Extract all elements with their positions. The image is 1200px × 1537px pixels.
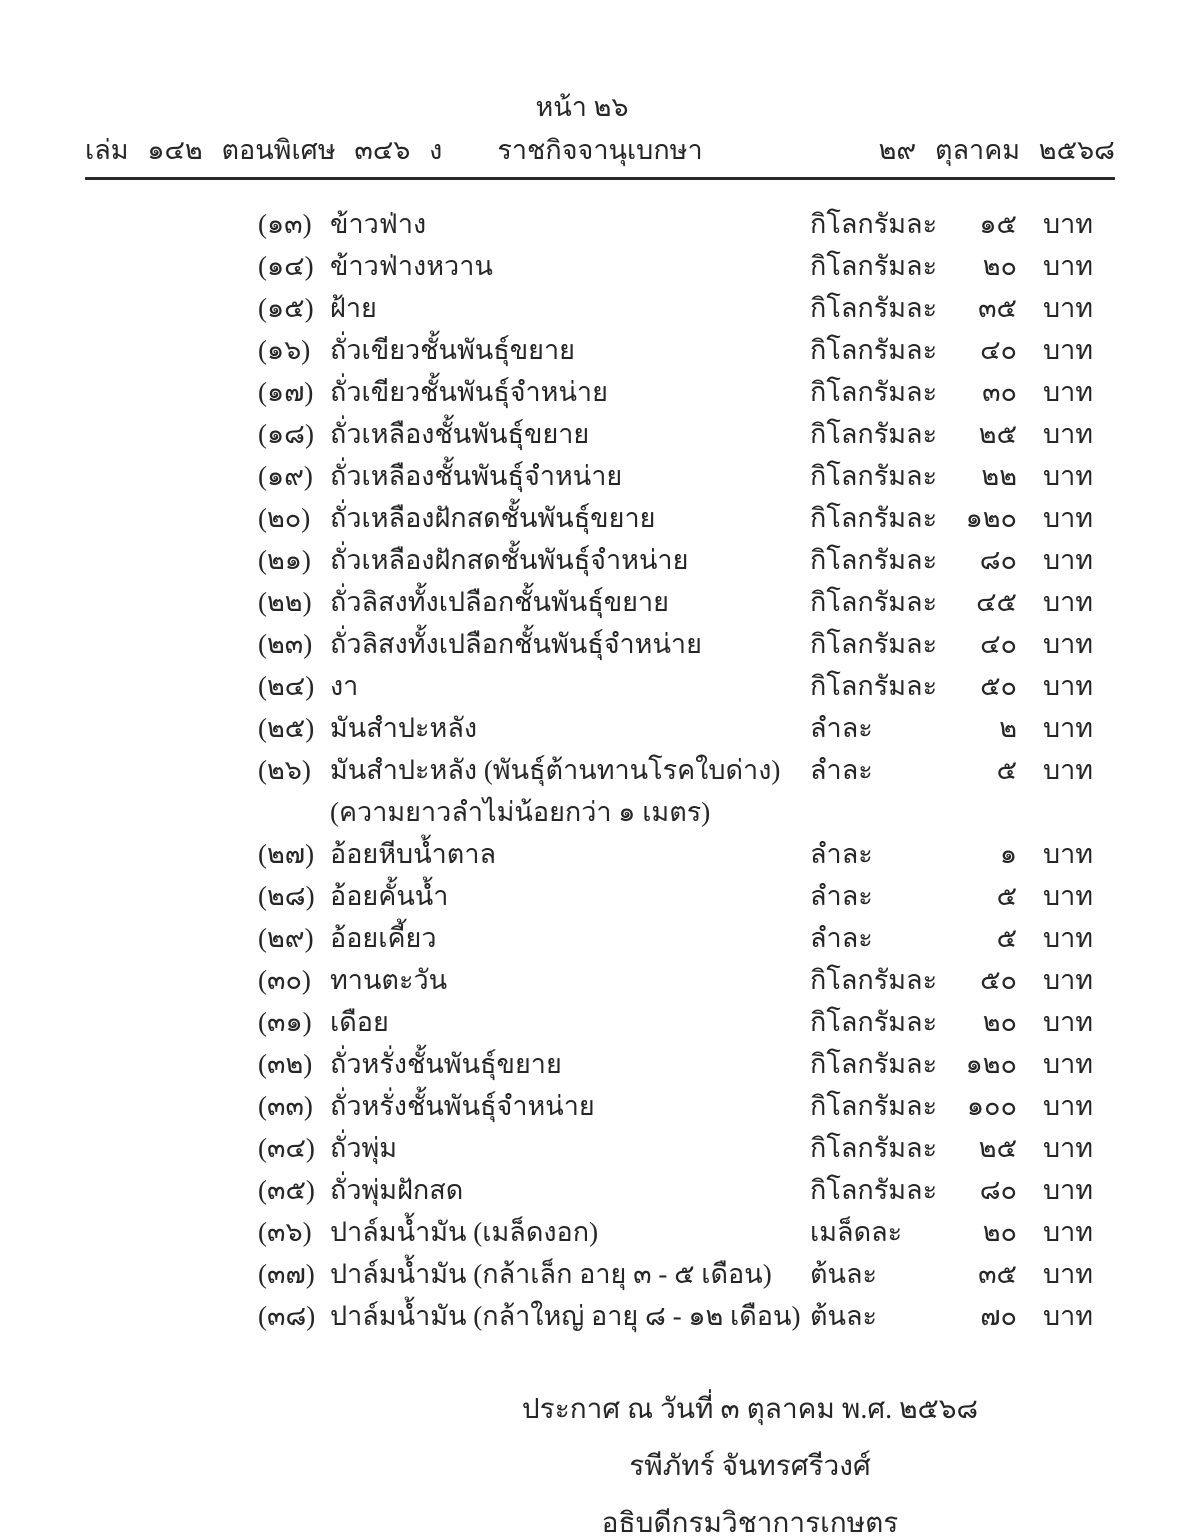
item-unit: กิโลกรัมละ [810,1049,938,1079]
item-number: (๒๑) [258,545,311,575]
item-price: ๓๕ [978,1259,1017,1289]
signer-title: อธิบดีกรมวิชาการเกษตร [601,1508,899,1537]
item-unit: กิโลกรัมละ [810,335,938,365]
item-number: (๒๒) [258,587,312,617]
list-item [85,665,1115,707]
item-unit: กิโลกรัมละ [810,251,938,281]
item-unit: กิโลกรัมละ [810,587,938,617]
item-currency: บาท [1043,629,1094,659]
item-unit: กิโลกรัมละ [810,545,938,575]
item-price: ๓๕ [978,293,1017,323]
item-unit: ลำละ [810,713,873,743]
item-name: ฝ้าย [330,293,377,323]
item-price: ๑๕ [979,209,1017,239]
item-number: (๓๒) [258,1049,313,1079]
item-name: งา [330,671,359,701]
item-currency: บาท [1043,965,1094,995]
item-unit: กิโลกรัมละ [810,503,938,533]
item-currency: บาท [1043,335,1094,365]
item-number: (๒๓) [258,629,313,659]
item-name: ปาล์มน้ำมัน (กล้าเล็ก อายุ ๓ - ๕ เดือน) [330,1259,772,1289]
list-item [85,623,1115,665]
item-currency: บาท [1043,1301,1094,1331]
item-name: ถั่วพุ่ม [330,1133,398,1163]
item-unit: กิโลกรัมละ [810,671,938,701]
list-item [85,707,1115,749]
item-price: ๒๐ [982,1007,1017,1037]
item-price: ๑๒๐ [965,1049,1017,1079]
list-item [85,413,1115,455]
item-number: (๒๘) [258,881,315,911]
list-item [85,1085,1115,1127]
item-unit: กิโลกรัมละ [810,419,938,449]
list-item [85,1253,1115,1295]
item-currency: บาท [1043,1133,1094,1163]
item-currency: บาท [1043,1049,1094,1079]
item-price: ๔๕ [976,587,1017,617]
item-number: (๒๕) [258,713,315,743]
item-name: ข้าวฟ่าง [330,209,427,239]
list-item [85,875,1115,917]
item-number: (๑๓) [258,209,312,239]
item-name: ถั่วเหลืองฝักสดชั้นพันธุ์ขยาย [330,503,656,533]
item-name: ทานตะวัน [330,965,448,995]
list-item [85,497,1115,539]
list-item [85,1043,1115,1085]
item-unit: กิโลกรัมละ [810,965,938,995]
item-price: ๓๐ [982,377,1017,407]
item-unit: ลำละ [810,923,873,953]
item-price: ๘๐ [979,1175,1017,1205]
item-number: (๓๕) [258,1175,315,1205]
item-price: ๒๐ [982,1217,1017,1247]
item-currency: บาท [1043,1217,1094,1247]
list-item-note [85,791,1115,833]
item-number: (๑๕) [258,293,314,323]
item-number: (๑๖) [258,335,311,365]
item-number: (๓๗) [258,1259,315,1289]
item-price: ๒๕ [978,419,1017,449]
item-name: ปาล์มน้ำมัน (เมล็ดงอก) [330,1217,599,1247]
item-price: ๔๐ [980,335,1017,365]
item-name: มันสำปะหลัง (พันธุ์ต้านทานโรคใบด่าง) [330,755,781,785]
item-price: ๒๕ [978,1133,1017,1163]
item-unit: กิโลกรัมละ [810,377,938,407]
list-item [85,287,1115,329]
item-price: ๒๒ [981,461,1017,491]
item-currency: บาท [1043,923,1094,953]
item-currency [1017,791,1092,833]
item-unit: กิโลกรัมละ [810,629,938,659]
item-price: ๒ [999,713,1017,743]
list-item [85,329,1115,371]
item-price: ๔๐ [980,629,1017,659]
item-price: ๑๒๐ [965,503,1017,533]
item-unit: เมล็ดละ [810,1217,903,1247]
list-item [85,539,1115,581]
item-currency: บาท [1043,1007,1094,1037]
item-price: ๘๐ [979,545,1017,575]
item-price: ๑๐๐ [966,1091,1017,1121]
item-unit: กิโลกรัมละ [810,1091,938,1121]
page-number: หน้า ๒๖ [535,92,629,122]
item-currency: บาท [1043,293,1094,323]
item-name: ถั่วพุ่มฝักสด [330,1175,464,1205]
gazette-title: ราชกิจจานุเบกษา [497,135,703,165]
list-item [85,917,1115,959]
item-number: (๓๔) [258,1133,315,1163]
item-name: เดือย [330,1007,389,1037]
signer-name: รพีภัทร์ จันทรศรีวงศ์ [629,1451,871,1482]
item-unit: ลำละ [810,881,873,911]
item-name: ข้าวฟ่างหวาน [330,251,493,281]
list-item [85,959,1115,1001]
item-number: (๓๑) [258,1007,312,1037]
item-unit: ต้นละ [810,1259,878,1289]
item-name: (ความยาวลำไม่น้อยกว่า ๑ เมตร) [330,797,711,827]
item-currency: บาท [1043,377,1094,407]
list-item [85,1169,1115,1211]
item-name: มันสำปะหลัง [330,713,478,743]
list-item [85,371,1115,413]
item-name: ถั่วเขียวชั้นพันธุ์ขยาย [330,335,575,365]
item-currency: บาท [1043,671,1094,701]
item-name: ถั่วเหลืองฝักสดชั้นพันธุ์จำหน่าย [330,545,689,575]
list-item [85,203,1115,245]
item-currency: บาท [1043,839,1094,869]
signature-block [215,1381,1200,1537]
item-currency: บาท [1043,1175,1094,1205]
item-unit [810,791,940,833]
item-name: ถั่วลิสงทั้งเปลือกชั้นพันธุ์ขยาย [330,587,669,617]
list-item [85,245,1115,287]
item-number: (๓๖) [258,1217,312,1247]
item-number: (๒๐) [258,503,311,533]
item-currency: บาท [1043,713,1094,743]
list-item [85,455,1115,497]
item-number [258,791,330,833]
item-number: (๒๗) [258,839,315,869]
item-currency: บาท [1043,1091,1094,1121]
item-currency: บาท [1043,1259,1094,1289]
item-price: ๕๐ [980,671,1017,701]
item-currency: บาท [1043,461,1094,491]
announcement-date: ประกาศ ณ วันที่ ๓ ตุลาคม พ.ศ. ๒๕๖๘ [521,1394,979,1425]
item-unit: ต้นละ [810,1301,878,1331]
item-number: (๑๘) [258,419,314,449]
item-number: (๑๙) [258,461,313,491]
item-price: ๑ [999,839,1017,869]
item-unit: กิโลกรัมละ [810,461,938,491]
item-currency: บาท [1043,419,1094,449]
item-currency: บาท [1043,545,1094,575]
gazette-date: ๒๙ ตุลาคม ๒๕๖๘ [878,135,1115,165]
item-name: ถั่วหรั่งชั้นพันธุ์จำหน่าย [330,1091,595,1121]
item-price: ๕ [996,881,1017,911]
item-name: อ้อยเคี้ยว [330,923,437,953]
list-item [85,1211,1115,1253]
item-unit: กิโลกรัมละ [810,1007,938,1037]
item-name: ถั่วเหลืองชั้นพันธุ์ขยาย [330,419,590,449]
header-rule [85,177,1115,180]
item-number: (๓๐) [258,965,311,995]
item-number: (๓๘) [258,1301,316,1331]
item-number: (๓๓) [258,1091,313,1121]
item-name: ถั่วหรั่งชั้นพันธุ์ขยาย [330,1049,562,1079]
list-item [85,1295,1115,1337]
item-price: ๕ [996,755,1017,785]
item-name: ถั่วเขียวชั้นพันธุ์จำหน่าย [330,377,608,407]
item-currency: บาท [1043,503,1094,533]
item-currency: บาท [1043,881,1094,911]
item-name: อ้อยคั้นน้ำ [330,881,449,911]
item-price: ๗๐ [980,1301,1017,1331]
item-price: ๕ [996,923,1017,953]
list-item [85,1127,1115,1169]
item-number: (๒๖) [258,755,311,785]
item-name: ถั่วลิสงทั้งเปลือกชั้นพันธุ์จำหน่าย [330,629,702,659]
item-name: ปาล์มน้ำมัน (กล้าใหญ่ อายุ ๘ - ๑๒ เดือน) [330,1301,801,1331]
item-unit: ลำละ [810,839,873,869]
item-currency: บาท [1043,251,1094,281]
item-unit: กิโลกรัมละ [810,209,938,239]
item-currency: บาท [1043,755,1094,785]
list-item [85,1001,1115,1043]
item-price: ๕๐ [980,965,1017,995]
item-unit: ลำละ [810,755,873,785]
item-unit: กิโลกรัมละ [810,1175,938,1205]
gazette-header [85,132,1115,168]
item-price: ๒๐ [982,251,1017,281]
list-item [85,581,1115,623]
item-name: อ้อยหีบน้ำตาล [330,839,497,869]
item-unit: กิโลกรัมละ [810,293,938,323]
item-currency: บาท [1043,209,1094,239]
content-area [85,88,1115,1537]
price-list [85,203,1115,1337]
volume-info: เล่ม ๑๔๒ ตอนพิเศษ ๓๔๖ ง [85,135,443,165]
item-currency: บาท [1043,587,1094,617]
item-number: (๑๔) [258,251,314,281]
item-price [940,791,1017,833]
list-item [85,833,1115,875]
item-number: (๑๗) [258,377,314,407]
item-name: ถั่วเหลืองชั้นพันธุ์จำหน่าย [330,461,623,491]
list-item [85,749,1115,791]
item-number: (๒๔) [258,671,315,701]
item-number: (๒๙) [258,923,314,953]
item-unit: กิโลกรัมละ [810,1133,938,1163]
